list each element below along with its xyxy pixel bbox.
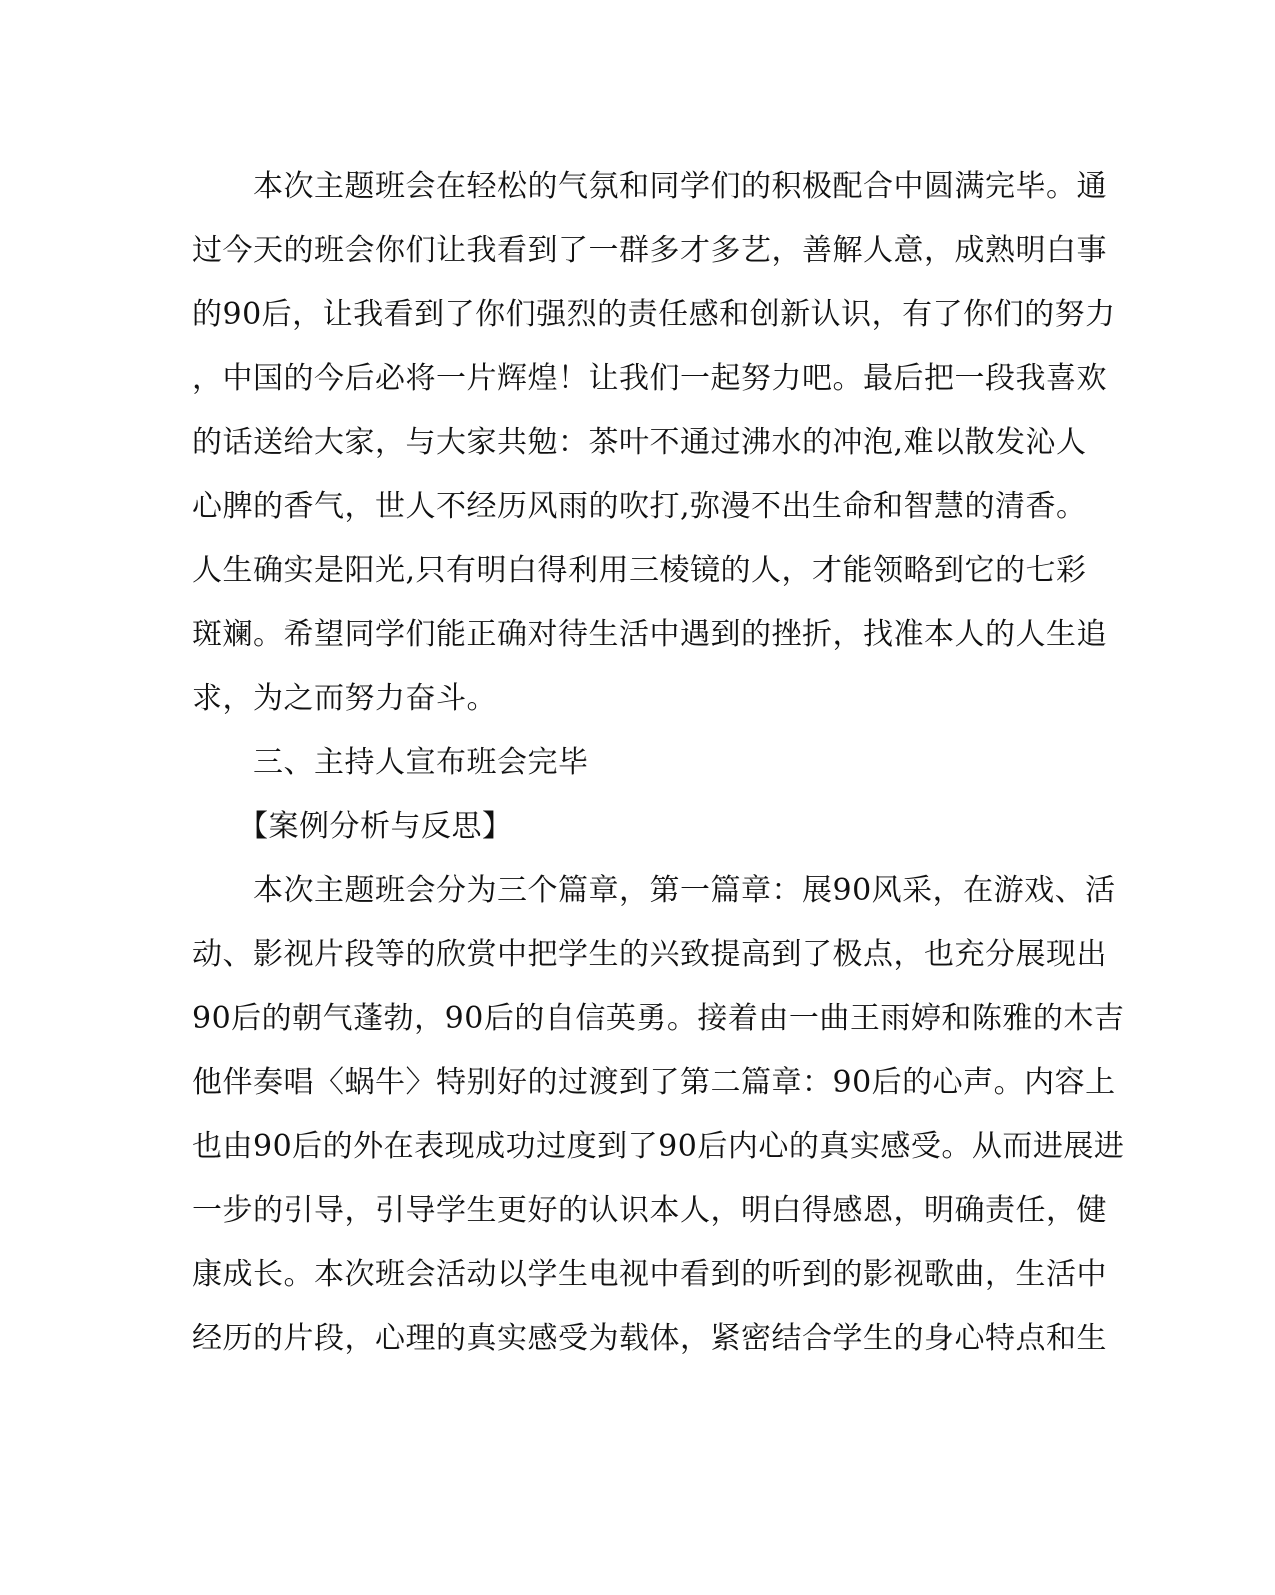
text-line: 求，为之而努力奋斗。: [192, 681, 497, 716]
text-line: 也由90后的外在表现成功过度到了90后内心的真实感受。从而进展进: [192, 1129, 1125, 1164]
text-line: 康成长。本次班会活动以学生电视中看到的听到的影视歌曲，生活中: [192, 1257, 1107, 1292]
text-line: ，中国的今后必将一片辉煌！让我们一起努力吧。最后把一段我喜欢: [192, 361, 1107, 396]
text-line: 过今天的班会你们让我看到了一群多才多艺，善解人意，成熟明白事: [192, 233, 1107, 268]
text-line: 动、影视片段等的欣赏中把学生的兴致提高到了极点，也充分展现出: [192, 937, 1107, 972]
text-line: 本次主题班会在轻松的气氛和同学们的积极配合中圆满完毕。通: [192, 169, 1107, 204]
text-line: 90后的朝气蓬勃，90后的自信英勇。接着由一曲王雨婷和陈雅的木吉: [192, 1001, 1125, 1036]
text-line: 经历的片段，心理的真实感受为载体，紧密结合学生的身心特点和生: [192, 1321, 1107, 1356]
text-line: 本次主题班会分为三个篇章，第一篇章：展90风采，在游戏、活: [192, 873, 1116, 908]
text-line: 一步的引导，引导学生更好的认识本人，明白得感恩，明确责任，健: [192, 1193, 1107, 1228]
text-line: 的话送给大家，与大家共勉：茶叶不通过沸水的冲泡,难以散发沁人: [192, 425, 1087, 460]
section-heading: 【案例分析与反思】: [192, 809, 513, 844]
text-line: 人生确实是阳光,只有明白得利用三棱镜的人，才能领略到它的七彩: [192, 553, 1087, 588]
text-line: 心脾的香气，世人不经历风雨的吹打,弥漫不出生命和智慧的清香。: [192, 489, 1087, 524]
text-line: 斑斓。希望同学们能正确对待生活中遇到的挫折，找准本人的人生追: [192, 617, 1107, 652]
text-line: 的90后，让我看到了你们强烈的责任感和创新认识，有了你们的努力: [192, 297, 1116, 332]
section-heading: 三、主持人宣布班会完毕: [192, 745, 589, 780]
text-line: 他伴奏唱〈蜗牛〉特别好的过渡到了第二篇章：90后的心声。内容上: [192, 1065, 1116, 1100]
